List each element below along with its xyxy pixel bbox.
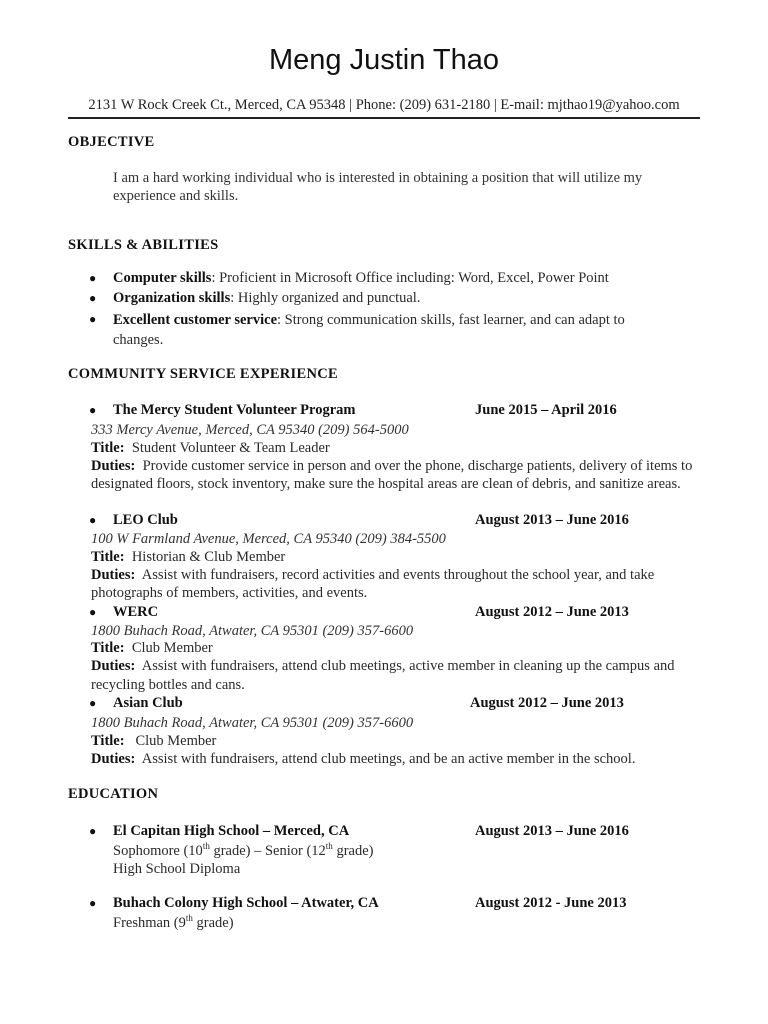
objective-heading: OBJECTIVE: [68, 134, 155, 150]
skill-label: Excellent customer service: [113, 312, 278, 328]
title-row: [91, 548, 285, 566]
bullet-icon: ●: [89, 403, 97, 417]
grades-sup: th: [185, 913, 193, 924]
duties-value: Assist with fundraisers, attend club meetings, and be an active member in the school.: [141, 751, 636, 767]
header-divider: [68, 117, 700, 119]
duties-row: [91, 566, 711, 602]
title-label: Title:: [91, 640, 125, 656]
title-label: Title:: [91, 733, 125, 749]
bullet-icon: ●: [89, 696, 97, 710]
duties-row: [91, 457, 711, 493]
school-grades: [113, 914, 234, 932]
org-name: Asian Club: [113, 695, 183, 711]
skill-text: : Proficient in Microsoft Office including: Word, Excel, Power Point: [211, 270, 609, 286]
skill-item: [113, 269, 609, 287]
title-value: Club Member: [135, 733, 217, 749]
bullet-icon: ●: [89, 271, 97, 285]
org-address: 100 W Farmland Avenue, Merced, CA 95340 (209) 384-5500: [91, 531, 446, 547]
education-heading: EDUCATION: [68, 786, 159, 802]
resume-name: Meng Justin Thao: [269, 44, 499, 76]
skill-item: [113, 289, 420, 307]
duties-label: Duties:: [91, 567, 136, 583]
school-dates: August 2013 – June 2016: [475, 823, 629, 839]
grades-text: Sophomore (10: [113, 843, 203, 859]
duties-value: Assist with fundraisers, record activities and events throughout the school year, and take photographs of members, activities, and events.: [91, 567, 655, 601]
contact-line: 2131 W Rock Creek Ct., Merced, CA 95348 | Phone: (209) 631-2180 | E-mail: mjthao19@yahoo.com: [88, 97, 680, 113]
org-name: The Mercy Student Volunteer Program: [113, 402, 356, 418]
school-dates: August 2012 - June 2013: [475, 895, 627, 911]
org-address: 333 Mercy Avenue, Merced, CA 95340 (209) 564-5000: [91, 422, 409, 438]
title-row: [91, 639, 213, 657]
bullet-icon: ●: [89, 824, 97, 838]
duties-label: Duties:: [91, 751, 136, 767]
grades-sup: th: [325, 841, 333, 852]
school-diploma: High School Diploma: [113, 861, 241, 877]
title-label: Title:: [91, 440, 125, 456]
skill-text: : Strong communication skills, fast learner, and can adapt to changes.: [113, 312, 625, 348]
duties-row: [91, 657, 711, 695]
org-dates: August 2012 – June 2013: [475, 604, 629, 620]
duties-value: Provide customer service in person and over the phone, discharge patients, delivery of items to designated floors, stock inventory, make sure the hospital areas are clean of debris, and sanitize areas.: [91, 458, 693, 492]
bullet-icon: ●: [89, 291, 97, 305]
org-dates: August 2013 – June 2016: [475, 512, 629, 528]
school-name: El Capitan High School – Merced, CA: [113, 823, 350, 839]
grades-text: grade): [192, 915, 234, 931]
duties-row: [91, 750, 711, 768]
title-label: Title:: [91, 549, 125, 565]
skill-text: : Highly organized and punctual.: [230, 290, 421, 306]
school-name: Buhach Colony High School – Atwater, CA: [113, 895, 379, 911]
duties-label: Duties:: [91, 658, 136, 674]
bullet-icon: ●: [89, 605, 97, 619]
community-heading: COMMUNITY SERVICE EXPERIENCE: [68, 366, 338, 382]
title-row: [91, 732, 216, 750]
skill-label: Organization skills: [113, 290, 231, 306]
org-name: WERC: [113, 604, 159, 620]
bullet-icon: ●: [89, 513, 97, 527]
bullet-icon: ●: [89, 312, 97, 326]
skills-heading: SKILLS & ABILITIES: [68, 237, 219, 253]
title-value: Student Volunteer & Team Leader: [131, 440, 330, 456]
school-grades: [113, 842, 373, 860]
org-dates: June 2015 – April 2016: [475, 402, 617, 418]
grades-text: grade) – Senior (12: [209, 843, 326, 859]
grades-sup: th: [202, 841, 210, 852]
title-row: [91, 439, 330, 457]
title-value: Club Member: [131, 640, 213, 656]
duties-label: Duties:: [91, 458, 136, 474]
org-address: 1800 Buhach Road, Atwater, CA 95301 (209) 357-6600: [91, 715, 414, 731]
org-dates: August 2012 – June 2013: [470, 695, 624, 711]
title-value: Historian & Club Member: [131, 549, 286, 565]
org-name: LEO Club: [113, 512, 178, 528]
skill-label: Computer skills: [113, 270, 212, 286]
bullet-icon: ●: [89, 896, 97, 910]
grades-text: Freshman (9: [113, 915, 186, 931]
skill-item: [113, 310, 658, 350]
org-address: 1800 Buhach Road, Atwater, CA 95301 (209) 357-6600: [91, 623, 414, 639]
objective-text: I am a hard working individual who is interested in obtaining a position that will utilize my experience and skills.: [113, 170, 643, 204]
grades-text: grade): [332, 843, 374, 859]
duties-value: Assist with fundraisers, attend club meetings, active member in cleaning up the campus and recycling bottles and cans.: [91, 658, 675, 693]
